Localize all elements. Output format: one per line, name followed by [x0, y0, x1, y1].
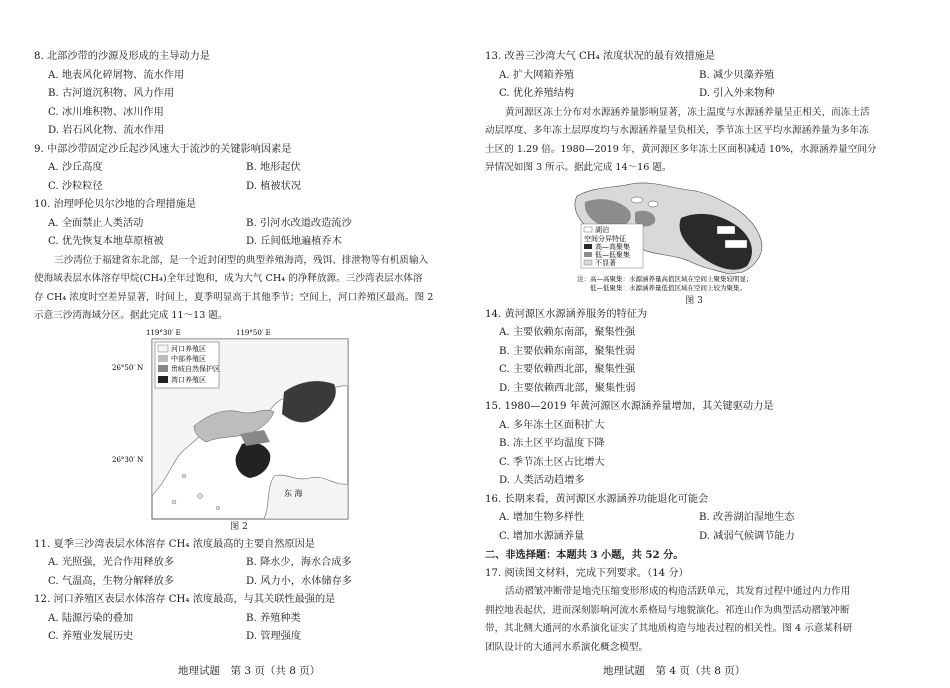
passage2-line-1: 黄河源区冻土分布对水源涵养量影响显著，冻土温度与水源涵养量呈正相关，而冻土活 [505, 106, 870, 118]
legend-label-3: 贵岐自然保护区 [171, 364, 220, 373]
map3-lake-2 [648, 201, 658, 207]
q15-option-b: B. 冻土区平均温度下降 [499, 438, 605, 449]
map2-island [198, 493, 203, 498]
passage-line-1: 三沙湾位于福建省东北部，是一个近封闭型的典型养殖海湾，残饵、排泄物等有机质输入 [54, 254, 429, 266]
q11-stem: 11. 夏季三沙湾表层水体溶存 CH₄ 浓度最高的主要自然原因是 [34, 538, 315, 550]
legend3-label-lake: 湖泊 [595, 225, 609, 234]
q17-passage-line-4: 团队设计的大通河水系演化概念模型。 [485, 641, 649, 653]
legend3-swatch-lake [584, 227, 592, 232]
map2-lat1: 26°50′ N [112, 363, 144, 372]
q15-option-a: A. 多年冻土区面积扩大 [499, 419, 605, 431]
q9-stem: 9. 中部沙带固定沙丘起沙风速大于流沙的关键影响因素是 [34, 143, 292, 155]
q12-option-b: B. 养殖种类 [246, 612, 301, 624]
figure-2-caption: 图 2 [230, 521, 248, 532]
q12-option-c: C. 养殖业发展历史 [48, 631, 134, 642]
q17-stem: 17. 阅读图文材料，完成下列要求。（14 分） [485, 567, 689, 579]
legend-label-2: 中部养殖区 [171, 354, 206, 363]
legend3-label-title: 空间分异特征 [584, 234, 626, 243]
q14-option-d: D. 主要依赖西北部，聚集性弱 [499, 382, 636, 394]
map2-lon2: 119°50′ E [236, 328, 271, 337]
legend-label-4: 湾口养殖区 [171, 375, 206, 384]
q8-stem: 8. 北部沙带的沙源及形成的主导动力是 [34, 51, 210, 62]
q14-option-a: A. 主要依赖东南部，聚集性强 [499, 327, 636, 338]
legend3-label-low: 低—低聚集 [595, 250, 630, 259]
q10-option-d: D. 丘间低地遍植乔木 [246, 236, 342, 247]
q12-stem: 12. 河口养殖区表层水体溶存 CH₄ 浓度最高，与其关联性最强的是 [34, 594, 336, 605]
q13-option-a: A. 扩大网箱养殖 [499, 69, 574, 81]
page-4-footer: 地理试题 第 4 页（共 8 页） [603, 665, 746, 677]
map3-lake [631, 197, 643, 203]
q15-option-d: D. 人类活动趋增多 [499, 475, 585, 486]
q10-option-b: B. 引河水改道改造流沙 [246, 217, 352, 229]
section-2-heading: 二、非选择题：本题共 3 小题，共 52 分。 [485, 549, 684, 561]
q16-option-c: C. 增加水源涵养量 [499, 530, 585, 542]
q14-option-b: B. 主要依赖东南部，聚集性弱 [499, 345, 636, 357]
q12-options-row1 [34, 610, 444, 629]
q8-option-b: B. 古河道沉积物、风力作用 [48, 88, 175, 99]
q9-options-row2 [34, 178, 444, 197]
legend-swatch-estuary-farm [158, 345, 168, 352]
q9-option-b: B. 地形起伏 [246, 162, 301, 173]
q9-option-d: D. 植被状况 [246, 180, 302, 192]
legend-swatch-baymouth [158, 376, 168, 383]
q8-option-d: D. 岩石风化物、流水作用 [48, 125, 165, 136]
q14-stem: 14. 黄河源区水源涵养服务的特征为 [485, 308, 648, 320]
q8-option-a: A. 地表风化碎屑物、流水作用 [48, 69, 185, 81]
q16-stem: 16. 长期来看，黄河源区水源涵养功能退化可能会 [485, 493, 709, 505]
page-4 [475, 0, 950, 688]
right-column [485, 48, 903, 657]
figure-3-map [485, 178, 903, 306]
legend-label-1: 河口养殖区 [171, 344, 206, 353]
legend3-label-ns: 不显著 [595, 258, 616, 267]
q9-option-a: A. 沙丘高度 [48, 162, 103, 173]
passage-line-2: 使海域表层水体溶存甲烷(CH₄)全年过饱和，成为大气 CH₄ 的净释放源。三沙湾表层水体溶 [34, 273, 423, 284]
map3-place-box-2 [725, 240, 747, 248]
map2-island [216, 506, 220, 510]
map2-island [172, 500, 176, 504]
q15-stem: 15. 1980—2019 年黄河源区水源涵养量增加，其关键驱动力是 [485, 401, 774, 412]
passage2-line-3: 土区的 1.29 倍。1980—2019 年，黄河源区多年冻土区面积减适 10%，水源涵养量空间分 [485, 143, 877, 155]
legend3-swatch-high [584, 244, 592, 249]
q11-option-b: B. 降水少，海水合成多 [246, 557, 352, 568]
q17-passage-line-2: 拥控地表起伏，进而深刻影响河流水系格局与地貌演化。祁连山作为典型活动褶皱冲断 [485, 604, 850, 616]
q10-option-a: A. 全面禁止人类活动 [48, 217, 144, 229]
figure-2-svg [34, 326, 444, 522]
q10-options-row1 [34, 215, 444, 234]
q10-options-row2 [34, 233, 444, 252]
passage2-line-4: 异情况如图 3 所示。据此完成 14～16 题。 [485, 162, 672, 173]
map2-lat2: 26°30′ N [112, 455, 144, 464]
map3-note-2: 低—低聚集：水源涵养量低值区域在空间上较为聚集。 [577, 283, 746, 292]
legend-swatch-protected [158, 365, 168, 372]
legend3-swatch-low [584, 252, 592, 257]
q13-option-d: D. 引入外来物种 [699, 88, 775, 99]
q13-option-c: C. 优化养殖结构 [499, 88, 575, 99]
q14-option-c: C. 主要依赖西北部，聚集性强 [499, 364, 636, 375]
q12-options-row2 [34, 628, 444, 647]
q9-option-c: C. 沙粒粒径 [48, 180, 103, 192]
q11-option-c: C. 气温高，生物分解释放多 [48, 575, 174, 587]
legend-swatch-middle [158, 355, 168, 362]
q11-option-d: D. 风力小，水体储存多 [246, 575, 352, 587]
passage-line-3: 存 CH₄ 浓度时空差异显著，时间上，夏季明显高于其他季节；空间上，河口养殖区最高。图 2 [34, 291, 434, 303]
q16-option-d: D. 减弱气候调节能力 [699, 530, 795, 542]
q13-stem: 13. 改善三沙湾大气 CH₄ 浓度状况的最有效措施是 [485, 51, 716, 62]
q11-option-a: A. 光照强，光合作用释放多 [48, 557, 174, 568]
figure-3-caption: 图 3 [685, 295, 703, 306]
map2-island [182, 474, 186, 478]
q16-options-row2 [485, 528, 903, 547]
q13-options-row2 [485, 85, 903, 104]
q8-option-c: C. 冰川堆积物、冰川作用 [48, 106, 164, 118]
legend3-swatch-ns [584, 260, 592, 265]
q17-passage-line-3: 带，其北侧大通河的水系演化证实了其地质构造与地表过程的相关性。图 4 示意某科研 [485, 623, 853, 634]
q12-option-d: D. 管理强度 [246, 631, 302, 642]
q10-option-c: C. 优先恢复本地草原植被 [48, 236, 164, 247]
passage2-line-2: 动层厚度、多年冻土层厚度均与水源涵养量呈负相关，季节冻土区平均水源涵养量为多年冻 [485, 125, 869, 136]
q9-options-row1 [34, 159, 444, 178]
q17-passage-line-1: 活动褶皱冲断带是地壳压缩变形形成的构造活跃单元，其发育过程中通过内力作用 [505, 586, 851, 597]
map3-place-box [717, 226, 735, 234]
figure-2-map [34, 326, 444, 532]
q11-options-row2 [34, 573, 444, 592]
passage-line-4: 示意三沙湾海域分区。据此完成 11～13 题。 [34, 310, 228, 321]
legend3-label-high: 高—高聚集 [595, 242, 630, 251]
q15-option-c: C. 季节冻土区占比增大 [499, 456, 605, 468]
map3-note-1: 注：高—高聚集：水源涵养量高值区域在空间上聚集较明显； [577, 274, 753, 283]
q10-stem: 10. 治理呼伦贝尔沙地的合理措施是 [34, 199, 197, 210]
map2-sea-label: 东 海 [284, 488, 303, 498]
q13-option-b: B. 减少贝藻养殖 [699, 69, 775, 81]
q13-options-row1 [485, 67, 903, 86]
q12-option-a: A. 陆源污染的叠加 [48, 612, 134, 624]
figure-3-svg [485, 178, 903, 292]
q16-option-b: B. 改善湖泊湿地生态 [699, 512, 795, 523]
q16-option-a: A. 增加生物多样性 [499, 512, 585, 523]
page-3-footer: 地理试题 第 3 页（共 8 页） [178, 665, 321, 677]
map2-lon1: 119°30′ E [146, 328, 181, 337]
q11-options-row1 [34, 554, 444, 573]
left-column [34, 48, 444, 647]
q16-options-row1 [485, 509, 903, 528]
